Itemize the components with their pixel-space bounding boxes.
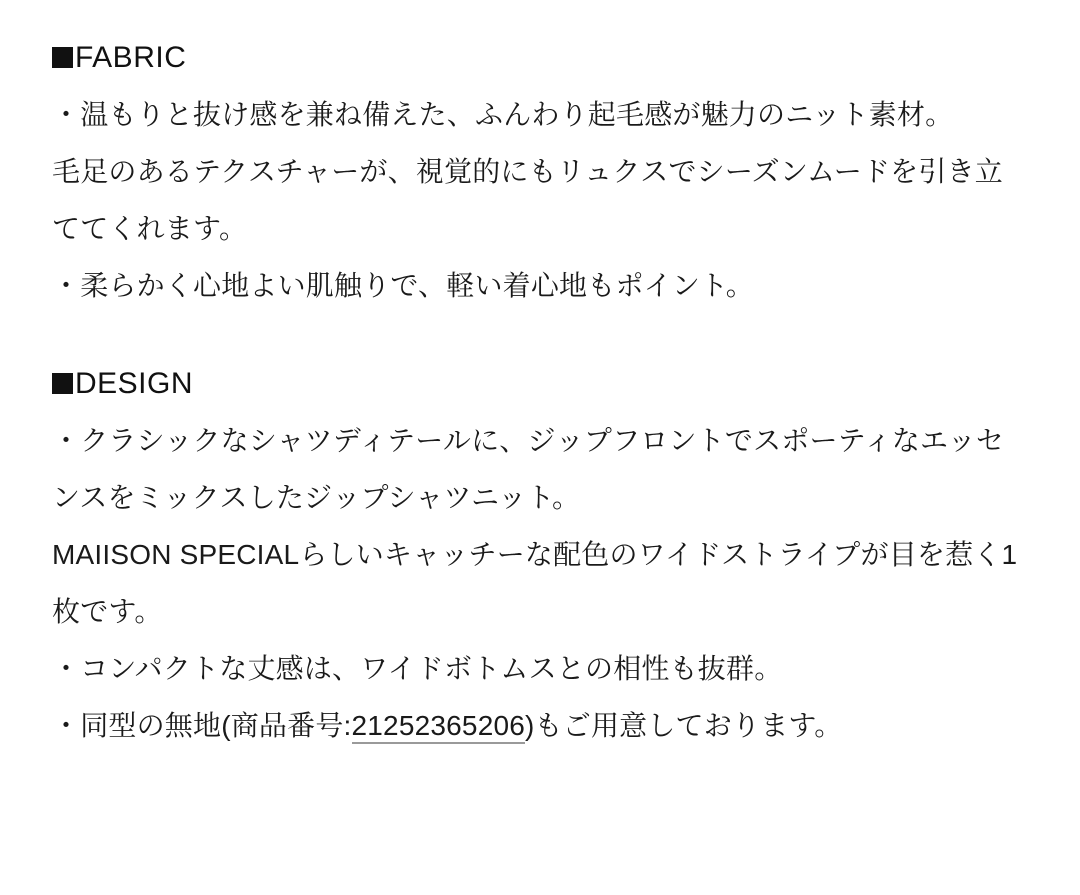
design-paragraph-2: MAIISON SPECIALらしいキャッチーな配色のワイドストライプが目を惹く1枚です。	[52, 539, 1018, 627]
section-design	[52, 356, 1030, 754]
section-heading-fabric-label: FABRIC	[75, 41, 187, 74]
fabric-paragraph-1: ・温もりと抜け感を兼ね備えた、ふんわり起毛感が魅力のニット素材。	[52, 99, 954, 130]
black-square-bullet-icon	[52, 373, 73, 394]
design-paragraph-1: ・クラシックなシャツディテールに、ジップフロントでスポーティなエッセンスをミックスしたジップシャツニット。	[52, 425, 1005, 513]
section-heading-design	[52, 356, 1030, 412]
related-product-suffix: )もご用意しております。	[525, 710, 843, 741]
section-fabric	[52, 30, 1030, 314]
section-heading-design-label: DESIGN	[75, 367, 194, 400]
black-square-bullet-icon	[52, 47, 73, 68]
related-product-number-link[interactable]: 21252365206	[352, 710, 526, 744]
design-paragraph-3: ・コンパクトな丈感は、ワイドボトムスとの相性も抜群。	[52, 653, 783, 684]
design-paragraph-4	[52, 697, 1030, 754]
related-product-prefix: ・同型の無地(商品番号:	[52, 710, 352, 741]
section-heading-fabric	[52, 30, 1030, 86]
fabric-paragraph-3: ・柔らかく心地よい肌触りで、軽い着心地もポイント。	[52, 270, 754, 301]
fabric-paragraph-2: 毛足のあるテクスチャーが、視覚的にもリュクスでシーズンムードを引き立ててくれます。	[52, 156, 1003, 244]
